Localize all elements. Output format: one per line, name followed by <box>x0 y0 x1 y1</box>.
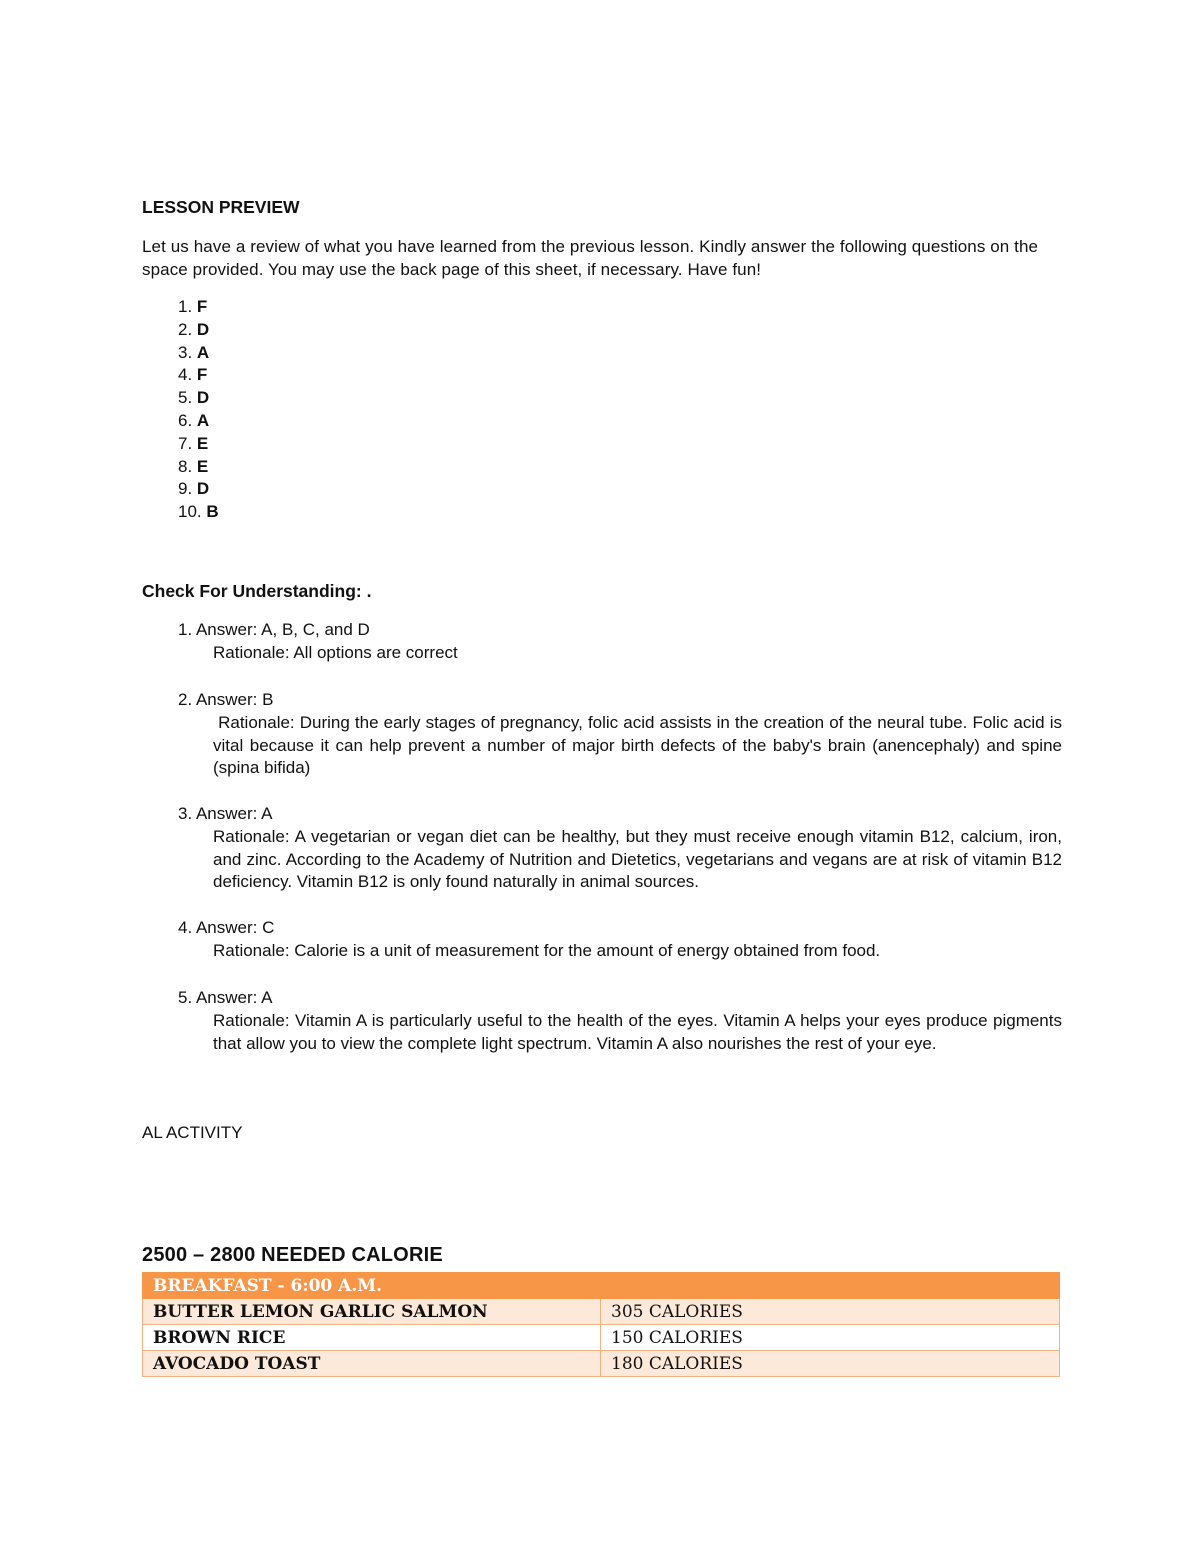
answer-list <box>178 296 219 524</box>
calorie-cell: 305 CALORIES <box>601 1299 1060 1325</box>
cfu-item <box>178 917 1062 963</box>
list-item: 5. D <box>178 388 210 408</box>
list-item: 6. A <box>178 410 210 430</box>
list-item: 3. A <box>178 342 210 362</box>
calorie-title: 2500 – 2800 NEEDED CALORIE <box>142 1244 443 1266</box>
food-cell: BUTTER LEMON GARLIC SALMON <box>143 1299 601 1325</box>
lesson-preview-heading: LESSON PREVIEW <box>142 197 300 217</box>
meal-table <box>142 1272 1060 1377</box>
calorie-cell: 150 CALORIES <box>601 1325 1060 1351</box>
lesson-preview-intro: Let us have a review of what you have learned from the previous lesson. Kindly answer the following questions on the space provided. You may use the back page of this sheet, if necessary. Have fun! <box>142 237 1039 279</box>
cfu-rationale: Rationale: During the early stages of pregnancy, folic acid assists in the creation of the neural tube. Folic acid is vital because it can help prevent a number of major birth defects of the baby's brain (anencephaly) and spine (spina bifida) <box>213 712 1067 778</box>
table-row <box>143 1299 1060 1325</box>
cfu-answer: 5. Answer: A <box>178 988 273 1007</box>
food-cell: AVOCADO TOAST <box>143 1351 601 1377</box>
check-understanding-heading: Check For Understanding: . <box>142 581 372 601</box>
list-item: 10. B <box>178 502 219 522</box>
list-item: 2. D <box>178 319 210 339</box>
list-item: 1. F <box>178 297 208 316</box>
cfu-item <box>178 803 1062 894</box>
cfu-item <box>178 987 1062 1055</box>
cfu-item <box>178 619 1062 665</box>
meal-header-row <box>143 1273 1060 1299</box>
table-row <box>143 1325 1060 1351</box>
table-row <box>143 1351 1060 1377</box>
cfu-rationale: Rationale: A vegetarian or vegan diet can be healthy, but they must receive enough vitamin B12, calcium, iron, and zinc. According to the Academy of Nutrition and Dietetics, vegetarians and vegans are at risk of vitamin B12 deficiency. Vitamin B12 is only found naturally in animal sources. <box>213 826 1062 892</box>
list-item: 9. D <box>178 479 210 499</box>
meal-header: BREAKFAST - 6:00 A.M. <box>143 1273 1060 1299</box>
list-item: 8. E <box>178 456 209 476</box>
cfu-rationale: Rationale: All options are correct <box>213 642 458 662</box>
food-cell: BROWN RICE <box>143 1325 601 1351</box>
cfu-rationale: Rationale: Calorie is a unit of measurement for the amount of energy obtained from food. <box>213 940 881 960</box>
cfu-rationale: Rationale: Vitamin A is particularly useful to the health of the eyes. Vitamin A helps your eyes produce pigments that allow you to view the complete light spectrum. Vitamin A also nourishes the rest of your eye. <box>213 1010 1062 1053</box>
cfu-answer: 1. Answer: A, B, C, and D <box>178 620 370 639</box>
cfu-answer: 3. Answer: A <box>178 804 273 823</box>
calorie-cell: 180 CALORIES <box>601 1351 1060 1377</box>
list-item: 7. E <box>178 433 209 453</box>
cfu-item <box>178 689 1067 780</box>
al-activity-label: AL ACTIVITY <box>142 1123 243 1142</box>
list-item: 4. F <box>178 365 208 385</box>
cfu-answer: 4. Answer: C <box>178 918 275 937</box>
cfu-answer: 2. Answer: B <box>178 690 274 709</box>
